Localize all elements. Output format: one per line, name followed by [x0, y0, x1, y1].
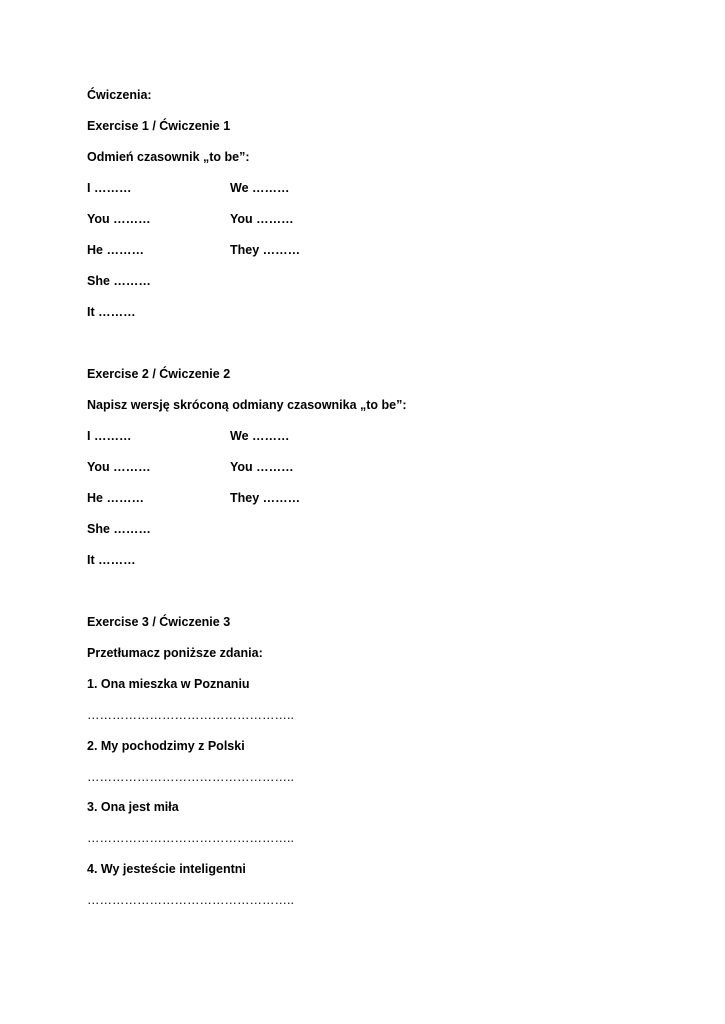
- exercise3-sentence-4: 4. Wy jesteście inteligentni: [87, 862, 246, 876]
- exercise1-row-1-right: We ………: [230, 181, 290, 195]
- document-heading: Ćwiczenia:: [87, 88, 152, 102]
- exercise2-row-3-left: He ………: [87, 491, 144, 505]
- exercise1-row-1-left: I ………: [87, 181, 132, 195]
- exercise2-instruction: Napisz wersję skróconą odmiany czasownika „to be”:: [87, 398, 407, 412]
- exercise2-row-5-left: It ………: [87, 553, 136, 567]
- exercise1-row-3-left: He ………: [87, 243, 144, 257]
- exercise3-answer-line-3[interactable]: …………………………………………..: [87, 831, 294, 845]
- exercise2-row-1-right: We ………: [230, 429, 290, 443]
- exercise3-sentence-3: 3. Ona jest miła: [87, 800, 179, 814]
- exercise1-title: Exercise 1 / Ćwiczenie 1: [87, 119, 231, 133]
- exercise2-row-4-left: She ………: [87, 522, 151, 536]
- exercise2-row-2-left: You ………: [87, 460, 151, 474]
- exercise1-instruction: Odmień czasownik „to be”:: [87, 150, 250, 164]
- exercise3-answer-line-1[interactable]: …………………………………………..: [87, 708, 294, 722]
- exercise3-title: Exercise 3 / Ćwiczenie 3: [87, 615, 231, 629]
- exercise3-answer-line-4[interactable]: …………………………………………..: [87, 893, 294, 907]
- exercise2-row-3-right: They ………: [230, 491, 301, 505]
- exercise2-row-1-left: I ………: [87, 429, 132, 443]
- exercise1-row-5-left: It ………: [87, 305, 136, 319]
- exercise2-row-2-right: You ………: [230, 460, 294, 474]
- exercise2-title: Exercise 2 / Ćwiczenie 2: [87, 367, 231, 381]
- exercise3-instruction: Przetłumacz poniższe zdania:: [87, 646, 263, 660]
- exercise3-sentence-1: 1. Ona mieszka w Poznaniu: [87, 677, 250, 691]
- exercise3-answer-line-2[interactable]: …………………………………………..: [87, 770, 294, 784]
- exercise1-row-2-left: You ………: [87, 212, 151, 226]
- exercise3-sentence-2: 2. My pochodzimy z Polski: [87, 739, 245, 753]
- exercise1-row-2-right: You ………: [230, 212, 294, 226]
- exercise1-row-3-right: They ………: [230, 243, 301, 257]
- exercise1-row-4-left: She ………: [87, 274, 151, 288]
